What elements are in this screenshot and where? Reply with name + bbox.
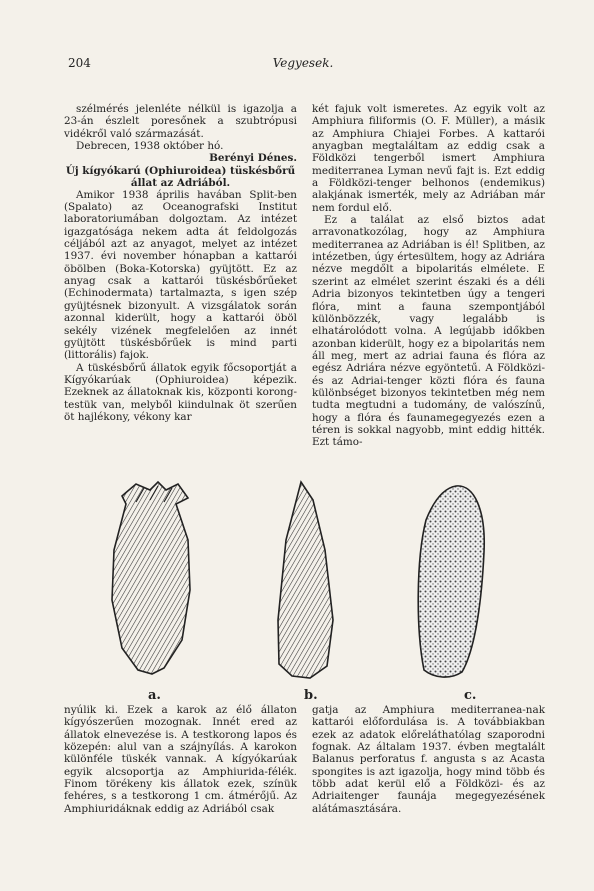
column-bottom-right	[312, 704, 545, 815]
paragraph: két fajuk volt ismeretes. Az egyik volt az Amphiura filiformis (O. F. Müller), a másik az Amphiura Chiajei Forbes. A kattarói anyagban megtaláltam az eddig csak a Földközi tengerből ismert Amphiura mediterranea Lyman nevű fajt is. Ezt eddig a Földközi-tenger belhonos (endemikus) alakjának ismerték, mely az Adriában már nem fordul elő.	[312, 103, 545, 214]
page-number: 204	[68, 56, 91, 70]
spine-a-drawing	[112, 482, 190, 674]
column-top-left	[64, 103, 297, 423]
author-signature: Berényi Dénes.	[209, 152, 297, 165]
article-heading: Új kígyókarú (Ophiuroidea) tüskésbőrű állat az Adriából.	[65, 164, 296, 189]
paragraph: Ez a találat az első biztos adat arravonatkozólag, hogy az Amphiura mediterranea az Adriában is él! Splitben, az intézetben, úgy értesültem, hogy az Adriára nézve megdőlt a bipolaritás elmélete. E szerint az elmélet szerint északi és a déli Adria bizonyos tekintetben úgy a tengeri flóra, mint a fauna szempontjából különbözzék, vagy legalább is elhatárolódott volna. A legújabb időkben azonban kiderült, hogy ez a bipolaritás nem áll meg, mert az adriai fauna és flóra az egész Adriára nézve egyöntetű. A Földközi- és az Adriai-tenger közti flóra és fauna különbséget bizonyos tekintetben még nem tudta megtudni a tudomány, de valószínű, hogy a flóra és faunamegegyezés ezen a téren is sokkal nagyobb, mint eddig hitték. Ezt támo-	[312, 214, 545, 449]
figure-spines	[64, 480, 545, 703]
figure-label-a: a.	[148, 688, 161, 703]
spine-c-drawing	[418, 486, 484, 677]
running-head: Vegyesek.	[272, 56, 334, 70]
paragraph: Amikor 1938 április havában Split-ben (Spalato) az Oceanografski Institut laboratoriumában dolgoztam. Az intézet igazgatósága nekem adta át feldolgozás céljából azt az anyagot, melyet az intézet 1937. évi november hónapban a kattarói öbölben (Boka-Kotorska) gyüjtött. Ez az anyag csak a kattarói tüskésbőrűeket (Echinodermata) tartalmazta, s igen szép gyüjtésnek bizonyult. A vizsgálatok során azonnal kiderült, hogy a kattarói öböl sekély vizének megfelelően az innét gyüjtött tüskésbőrűek is mind parti (littorális) fajok.	[64, 188, 297, 362]
paragraph: A tüskésbőrű állatok egyik főcsoportját a Kígyókarúak (Ophiuroidea) képezik. Ezeknek az állatoknak kis, központi korong-testük van, melyből kiindulnak öt szerűen öt hajlékony, vékony kar	[64, 361, 297, 423]
dateline: Debrecen, 1938 október hó.	[76, 140, 224, 153]
paragraph: gatja az Amphiura mediterranea-nak kattarói előfordulása is. A továbbiakban ezek az adatok előreláthatólag szaporodni fognak. Az általam 1937. évben megtalált Balanus perforatus f. angusta s az Acasta spongites is azt igazolja, hogy mind több és több adat kerül elő a Földközi- és az Adriaitenger faunája megegyezésének alátámasztására.	[312, 704, 545, 815]
figure-drawings	[64, 480, 545, 685]
intro-text: szélmérés jelenléte nélkül is igazolja a 23-án észlelt poresőnek a szubtrópusi vidékről való származását.	[64, 103, 297, 140]
figure-label-b: b.	[304, 688, 318, 703]
spine-b-drawing	[278, 482, 333, 678]
column-top-right	[312, 103, 545, 449]
paragraph: nyúlik ki. Ezek a karok az élő állaton kígyószerűen mozognak. Innét ered az állatok elnevezése is. A testkorong lapos és közepén: alul van a szájnyílás. A karokon különféle tüskék vannak. A kígyókarúak egyik alcsoportja az Amphiurida-félék. Finom törékeny kis állatok ezek, színük fehéres, s a testkorong 1 cm. átmérőjű. Az Amphiuridáknak eddig az Adriából csak	[64, 704, 297, 815]
column-bottom-left	[64, 704, 297, 815]
figure-label-c: c.	[464, 688, 477, 703]
page-header	[68, 56, 538, 72]
